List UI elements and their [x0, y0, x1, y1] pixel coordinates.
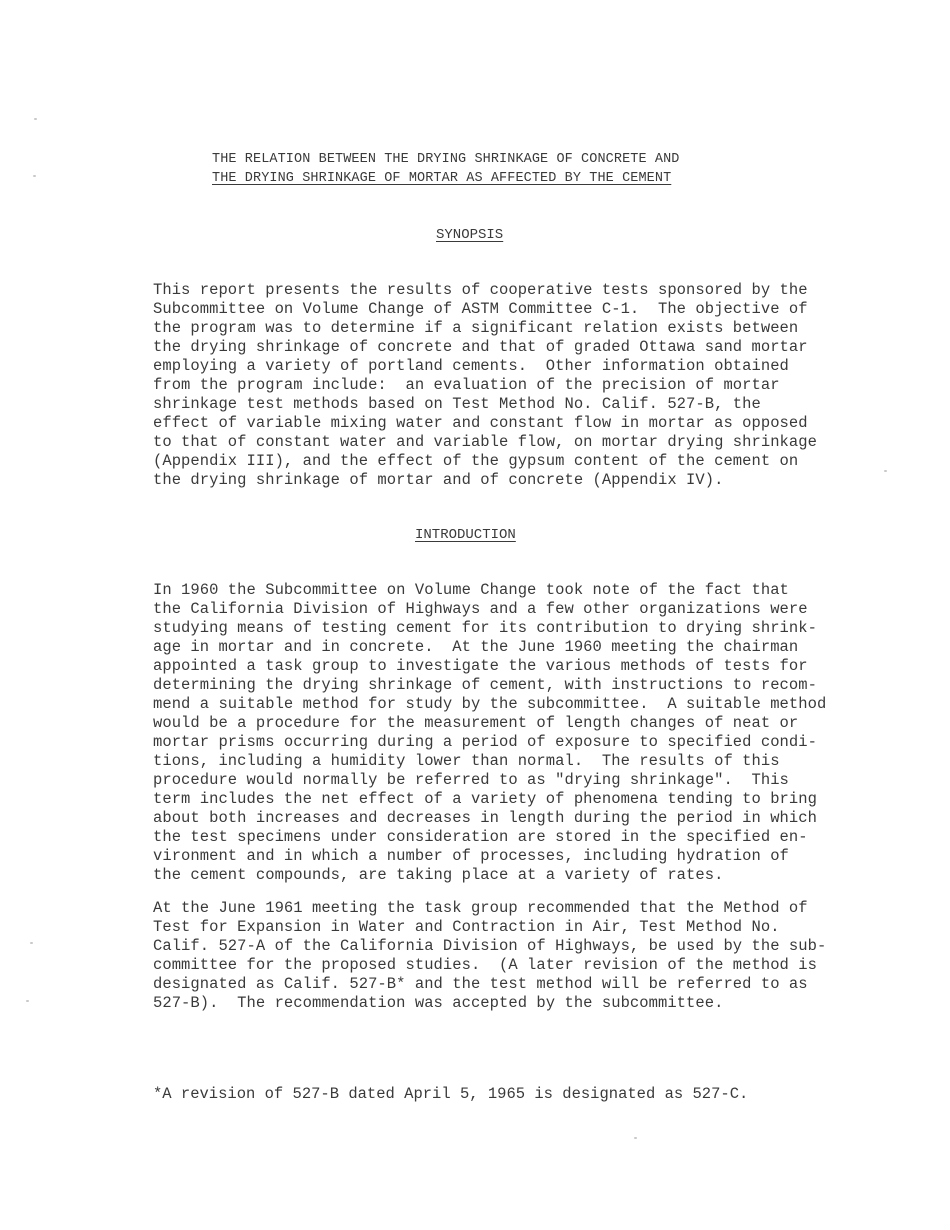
text-line: designated as Calif. 527-B* and the test method will be referred to as [153, 975, 808, 993]
text-line: This report presents the results of cooperative tests sponsored by the [153, 281, 808, 299]
text-line: about both increases and decreases in length during the period in which [153, 809, 817, 827]
text-line: the drying shrinkage of mortar and of concrete (Appendix IV). [153, 471, 724, 489]
text-line: from the program include: an evaluation of the precision of mortar [153, 376, 780, 394]
introduction-paragraph-2 [153, 899, 843, 1013]
text-line: the test specimens under consideration are stored in the specified en- [153, 828, 808, 846]
text-line: the California Division of Highways and a few other organizations were [153, 600, 808, 618]
title-line-2: THE DRYING SHRINKAGE OF MORTAR AS AFFECTED BY THE CEMENT [212, 171, 672, 186]
scan-speck [884, 470, 887, 472]
title-line-1: THE RELATION BETWEEN THE DRYING SHRINKAGE OF CONCRETE AND [212, 152, 680, 167]
scan-speck [30, 942, 33, 944]
text-line: tions, including a humidity lower than normal. The results of this [153, 752, 780, 770]
introduction-paragraph-1 [153, 581, 843, 885]
text-line: mend a suitable method for study by the subcommittee. A suitable method [153, 695, 827, 713]
text-line: employing a variety of portland cements. Other information obtained [153, 357, 789, 375]
text-line: Test for Expansion in Water and Contraction in Air, Test Method No. [153, 918, 780, 936]
text-line: would be a procedure for the measurement of length changes of neat or [153, 714, 799, 732]
text-line: shrinkage test methods based on Test Method No. Calif. 527-B, the [153, 395, 761, 413]
text-line: Calif. 527-A of the California Division of Highways, be used by the sub- [153, 937, 827, 955]
scan-speck [634, 1137, 637, 1139]
text-line: studying means of testing cement for its contribution to drying shrink- [153, 619, 817, 637]
text-line: committee for the proposed studies. (A later revision of the method is [153, 956, 817, 974]
introduction-heading: INTRODUCTION [415, 527, 516, 543]
scan-speck [33, 175, 36, 177]
text-line: appointed a task group to investigate the various methods of tests for [153, 657, 808, 675]
text-line: procedure would normally be referred to as "drying shrinkage". This [153, 771, 789, 789]
text-line: effect of variable mixing water and constant flow in mortar as opposed [153, 414, 808, 432]
synopsis-heading: SYNOPSIS [436, 227, 504, 243]
text-line: At the June 1961 meeting the task group recommended that the Method of [153, 899, 808, 917]
text-line: mortar prisms occurring during a period of exposure to specified condi- [153, 733, 817, 751]
text-line: In 1960 the Subcommittee on Volume Change took note of the fact that [153, 581, 789, 599]
text-line: 527-B). The recommendation was accepted by the subcommittee. [153, 994, 724, 1012]
text-line: the drying shrinkage of concrete and that of graded Ottawa sand mortar [153, 338, 808, 356]
text-line: to that of constant water and variable flow, on mortar drying shrinkage [153, 433, 817, 451]
text-line: age in mortar and in concrete. At the June 1960 meeting the chairman [153, 638, 799, 656]
text-line: term includes the net effect of a variety of phenomena tending to bring [153, 790, 817, 808]
text-line: (Appendix III), and the effect of the gypsum content of the cement on [153, 452, 799, 470]
scan-speck [34, 118, 37, 120]
text-line: Subcommittee on Volume Change of ASTM Committee C-1. The objective of [153, 300, 808, 318]
text-line: determining the drying shrinkage of cement, with instructions to recom- [153, 676, 817, 694]
footnote: *A revision of 527-B dated April 5, 1965 is designated as 527-C. [153, 1085, 749, 1103]
synopsis-paragraph [153, 281, 843, 490]
text-line: the program was to determine if a significant relation exists between [153, 319, 799, 337]
document-title [212, 150, 772, 188]
scan-speck [26, 1000, 29, 1002]
text-line: the cement compounds, are taking place at a variety of rates. [153, 866, 724, 884]
text-line: vironment and in which a number of processes, including hydration of [153, 847, 789, 865]
